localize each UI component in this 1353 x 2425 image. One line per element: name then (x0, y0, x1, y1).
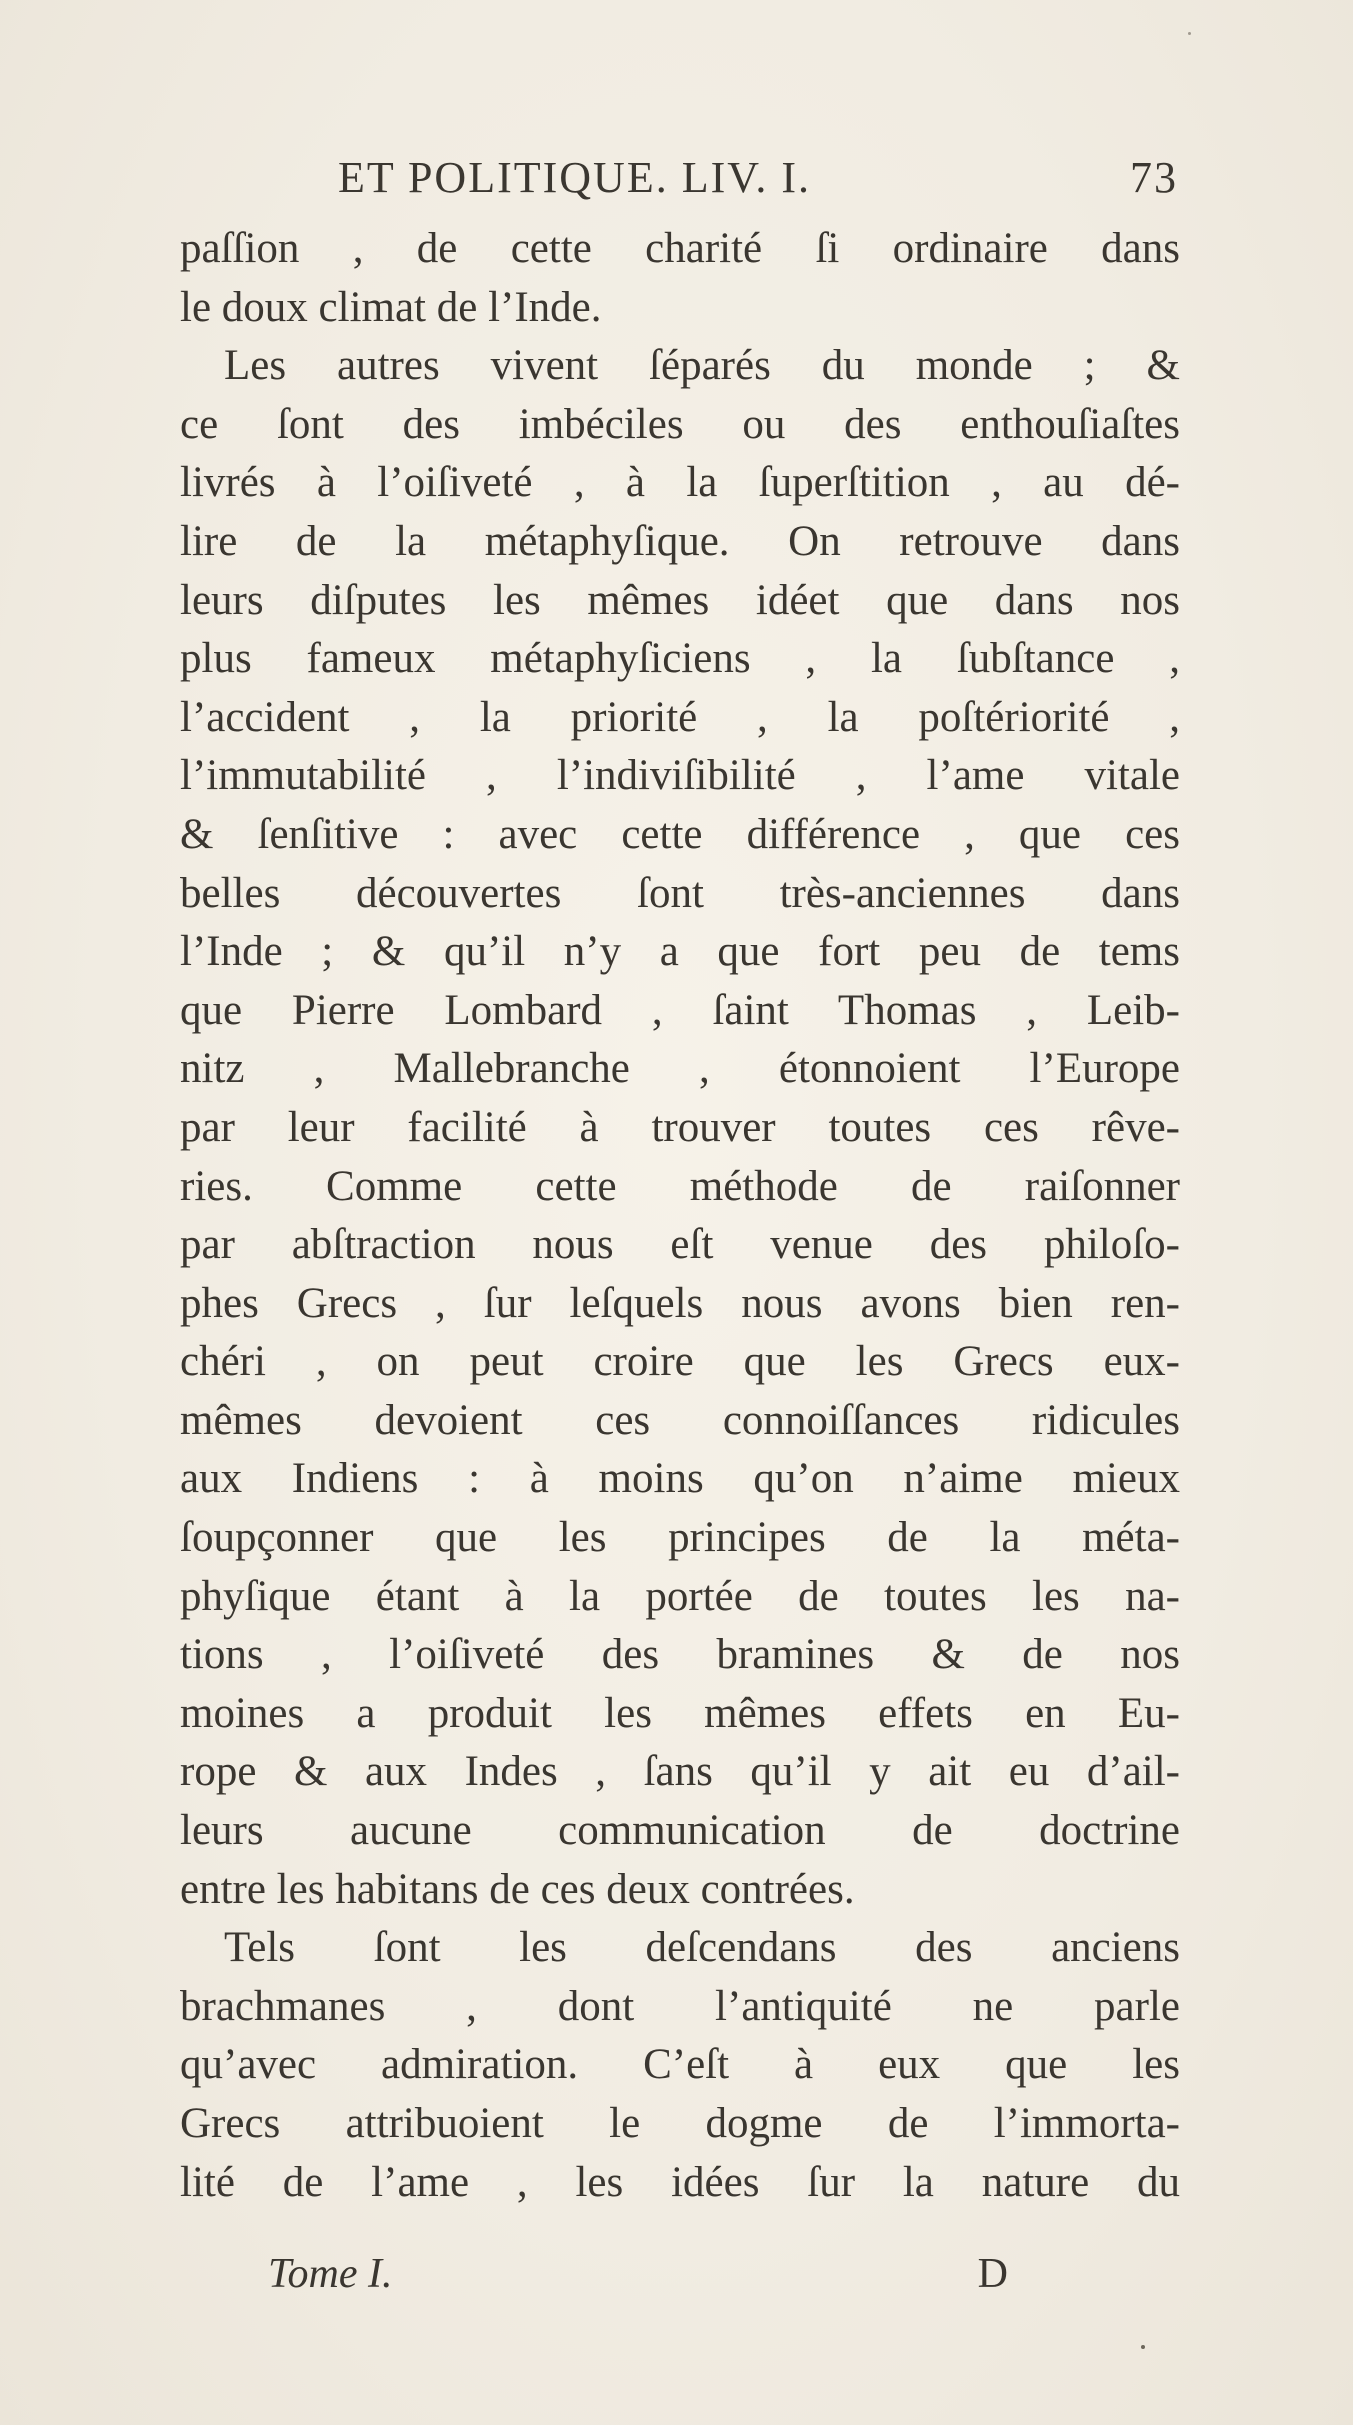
text-line: livrés à l’oiſiveté , à la ſuperſtition , au dé- (180, 459, 1180, 507)
text-line: leurs aucune communication de doctrine (180, 1807, 1180, 1855)
body-text (180, 220, 1180, 2212)
text-line: nitz , Mallebranche , étonnoient l’Europe (180, 1045, 1180, 1093)
text-line: ſoupçonner que les principes de la méta- (180, 1514, 1180, 1562)
text-line: chéri , on peut croire que les Grecs eux- (180, 1338, 1180, 1386)
volume-label: Tome I. (268, 2251, 393, 2297)
text-line: rope & aux Indes , ſans qu’il y ait eu d’ail- (180, 1748, 1180, 1796)
text-line: phyſique étant à la portée de toutes les na- (180, 1572, 1180, 1620)
text-line: plus fameux métaphyſiciens , la ſubſtance , (180, 635, 1180, 683)
text-line: paſſion , de cette charité ſi ordinaire dans (180, 225, 1180, 272)
text-line: mêmes devoient ces connoiſſances ridicules (180, 1396, 1180, 1444)
text-line: belles découvertes ſont très-anciennes dans (180, 869, 1180, 917)
text-line: par abſtraction nous eſt venue des philoſo- (180, 1221, 1180, 1269)
page-number: 73 (1130, 153, 1178, 202)
text-line: ries. Comme cette méthode de raiſonner (180, 1162, 1180, 1210)
signature-mark: D (977, 2251, 1008, 2297)
text-line: que Pierre Lombard , ſaint Thomas , Leib- (180, 986, 1180, 1034)
text-line: lité de l’ame , les idées ſur la nature du (180, 2158, 1180, 2206)
text-line: phes Grecs , ſur leſquels nous avons bien ren- (180, 1279, 1180, 1327)
text-line: par leur facilité à trouver toutes ces rêve- (180, 1103, 1180, 1151)
ink-speck (1141, 2345, 1145, 2349)
text-line: Grecs attribuoient le dogme de l’immorta- (180, 2100, 1180, 2147)
page-footer (268, 2250, 1008, 2310)
text-line: aux Indiens : à moins qu’on n’aime mieux (180, 1455, 1180, 1503)
text-line: leurs diſputes les mêmes idéet que dans nos (180, 576, 1180, 624)
text-line: Tels ſont les deſcendans des anciens (224, 1924, 1180, 1972)
text-line: le doux climat de l’Inde. (180, 283, 602, 331)
text-line: l’immutabilité , l’indiviſibilité , l’ame vitale (180, 752, 1180, 800)
text-line: brachmanes , dont l’antiquité ne parle (180, 1982, 1180, 2030)
text-line: tions , l’oiſiveté des bramines & de nos (180, 1631, 1180, 1679)
text-line: moines a produit les mêmes effets en Eu- (180, 1689, 1180, 1737)
text-line: lire de la métaphyſique. On retrouve dans (180, 517, 1180, 565)
text-line: & ſenſitive : avec cette différence , que ces (180, 810, 1180, 858)
text-line: qu’avec admiration. C’eſt à eux que les (180, 2041, 1180, 2089)
running-title: ET POLITIQUE. LIV. I. (338, 153, 811, 202)
text-line: entre les habitans de ces deux contrées. (180, 1865, 855, 1913)
text-line: ce ſont des imbéciles ou des enthouſiaſtes (180, 400, 1180, 448)
text-line: l’Inde ; & qu’il n’y a que fort peu de tems (180, 928, 1180, 976)
text-line: l’accident , la priorité , la poſtériorité , (180, 693, 1180, 741)
text-line: Les autres vivent ſéparés du monde ; & (224, 342, 1180, 390)
page-header (338, 152, 1178, 212)
ink-speck (1188, 32, 1191, 35)
